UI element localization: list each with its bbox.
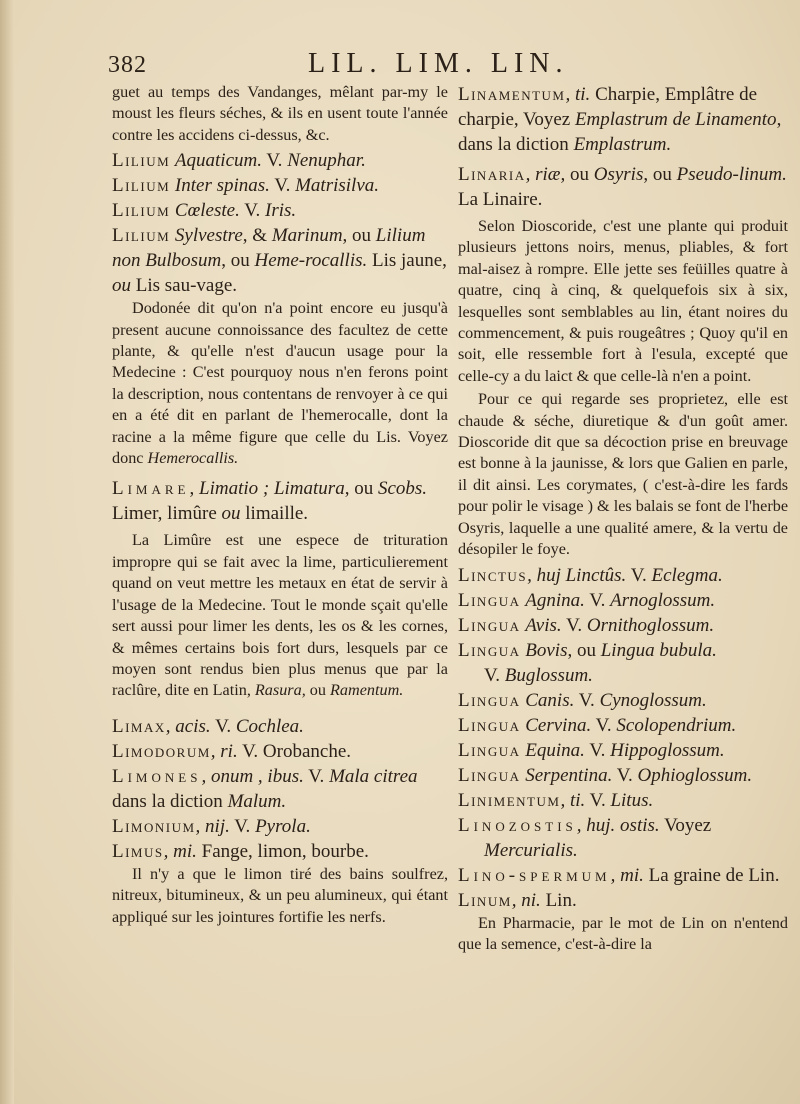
dictionary-entry xyxy=(458,738,788,763)
cross-reference: Ornithoglossum. xyxy=(586,614,715,636)
dictionary-entry xyxy=(112,198,448,223)
cross-reference: Scolopendrium. xyxy=(616,714,737,736)
dictionary-entry xyxy=(112,839,448,864)
see-reference: V. xyxy=(566,614,583,636)
paragraph: La Limûre est une espece de trituration impropre qui se fait avec la lime, particulierement quand on veut mettre les metaux en état de servir à l'usage de la Medecine. Tout le monde sçait qu'elle sert aussi pour limer les dents, les os & les cornes, & mêmes certains bois fort durs, lesquels par ce moyen sont rendus bien plus menus que par la raclûre, dite en Latin, Rasura, ou Ramentum. xyxy=(112,531,448,700)
dictionary-entry xyxy=(458,713,788,738)
see-reference: V. xyxy=(274,175,291,197)
genitive: , mi. xyxy=(163,840,197,862)
page-number: 382 xyxy=(108,52,147,78)
headword: Lingua xyxy=(458,739,521,761)
dictionary-entry xyxy=(458,588,788,613)
dictionary-entry xyxy=(458,638,788,688)
latin-term: Aquaticum. xyxy=(174,150,262,172)
cross-reference: Arnoglossum. xyxy=(610,589,716,611)
french-term: La Linaire. xyxy=(458,189,543,210)
headword: Linamentum xyxy=(458,84,566,105)
headword: Lingua xyxy=(458,689,521,711)
french-term: Lis sau-vage. xyxy=(135,275,238,297)
connector: , ou xyxy=(221,250,250,272)
right-column xyxy=(458,82,788,957)
headword: Linimentum xyxy=(458,789,561,811)
dictionary-entry xyxy=(458,888,788,913)
cross-reference: Litus. xyxy=(610,789,654,811)
headword: Linaria xyxy=(458,164,526,185)
see-reference: V. xyxy=(589,739,606,761)
headword: Linum xyxy=(458,889,512,911)
cross-reference: Pyrola. xyxy=(255,815,311,837)
french-term: limaille. xyxy=(245,503,309,525)
connector: , ou xyxy=(567,639,596,661)
genitive: , mi. xyxy=(610,864,644,886)
connector: , ou xyxy=(344,478,374,500)
headword: Lilium xyxy=(112,175,171,197)
genitive: , ni. xyxy=(511,889,541,911)
paragraph: Pour ce qui regarde ses proprietez, elle est chaude & séche, diuretique & d'un goût amer. Dioscoride dit que sa décoction prise en breuvage est bonne à la jaunisse, & lors que Galien en parle, il dit ainsi. Les corymates, ( c'est-à-dire les fards pour polir le visage ) & les balais se font de l'herbe Osyris, laquelle a une qualité amere, & la vertu de désopiler le foye. xyxy=(458,390,788,559)
french-term: Lin. xyxy=(545,889,577,911)
latin-term: Avis. xyxy=(525,614,562,636)
see-reference: V. xyxy=(484,664,501,686)
connector: ou xyxy=(112,275,131,297)
headword: Linozostis xyxy=(458,814,577,836)
connector: ou xyxy=(569,164,589,185)
latin-term: Lingua bubula. xyxy=(600,639,717,661)
cross-reference: Emplastrum. xyxy=(573,134,672,155)
french-term: La graine de Lin. xyxy=(648,864,780,886)
cross-reference: Ophioglossum. xyxy=(637,764,753,786)
latin-term: Cervina. xyxy=(525,714,592,736)
see-reference: V. xyxy=(578,689,595,711)
french-term: Charpie, Emplâtre de charpie, Voyez xyxy=(458,84,758,130)
paragraph: Dodonée dit qu'on n'a point encore eu jusqu'à present aucune connoissance des facultez de cette plante, & qu'elle n'est d'aucun usage pour la Medecine : C'est pourquoy nous n'en ferons point la description, nous contentans de renvoyer à ce qui en a été dit en parlant de l'hemerocalle, dont la racine a la même figure que celle du Lis. Voyez donc Hemerocallis. xyxy=(112,299,448,468)
headword: Linctus xyxy=(458,564,528,586)
headword: Limodorum xyxy=(112,740,211,762)
cross-reference: Hippoglossum. xyxy=(610,739,725,761)
latin-term: Equina. xyxy=(525,739,585,761)
see-reference: V. xyxy=(234,815,251,837)
genitive: , nij. xyxy=(195,815,230,837)
french-term: Fange, limon, bourbe. xyxy=(201,840,369,862)
latin-term: Bovis xyxy=(525,639,568,661)
headword: Lingua xyxy=(458,639,521,661)
dictionary-entry xyxy=(112,764,448,814)
headword: Lino-spermum xyxy=(458,864,611,886)
see-reference: V. xyxy=(266,150,283,172)
latin-term: Sylvestre xyxy=(174,225,243,247)
dictionary-entry xyxy=(112,223,448,298)
connector: , dans la diction xyxy=(458,109,782,155)
headword: Lingua xyxy=(458,764,521,786)
dictionary-entry xyxy=(458,763,788,788)
connector: , & xyxy=(242,225,272,247)
headword: Limare xyxy=(112,478,190,500)
dictionary-entry xyxy=(112,814,448,839)
see-reference: V. xyxy=(308,765,325,787)
latin-term: Inter spinas. xyxy=(174,175,270,197)
running-head: LIL. LIM. LIN. xyxy=(308,48,569,79)
latin-term: Scobs. xyxy=(377,478,428,500)
cross-reference: Buglossum. xyxy=(504,664,593,686)
latin-term: Marinum xyxy=(271,225,343,247)
dictionary-entry xyxy=(458,613,788,638)
see-reference: V. xyxy=(244,200,261,222)
latin-term: Limatio ; Limatura xyxy=(199,478,345,500)
cross-reference: Mala citrea xyxy=(329,765,418,787)
cross-reference: Mercurialis. xyxy=(484,839,578,861)
see-reference: V. xyxy=(242,740,259,762)
cross-reference: Hemerocallis. xyxy=(147,449,239,468)
latin-term: Pseudo-linum. xyxy=(676,164,787,185)
see-reference: V. xyxy=(589,589,606,611)
cross-reference: Nenuphar. xyxy=(287,150,366,172)
genitive: , onum , ibus. xyxy=(201,765,304,787)
dictionary-entry xyxy=(458,563,788,588)
cross-reference: Matrisilva. xyxy=(295,175,380,197)
french-term: Lis jaune, xyxy=(372,250,447,272)
cross-reference: Emplastrum de Linamento xyxy=(574,109,777,130)
latin-term: Agnina. xyxy=(525,589,585,611)
dictionary-entry xyxy=(112,739,448,764)
headword: Lilium xyxy=(112,225,171,247)
dictionary-entry xyxy=(458,788,788,813)
left-column xyxy=(112,82,448,930)
connector: , ou xyxy=(643,164,672,185)
dictionary-entry xyxy=(458,688,788,713)
dictionary-entry xyxy=(458,863,788,888)
genitive: , huj xyxy=(527,564,561,586)
headword: Limonium xyxy=(112,815,196,837)
dictionary-entry xyxy=(112,148,448,173)
genitive: , acis. xyxy=(165,715,211,737)
see-reference: V. xyxy=(589,789,606,811)
french-term: Limer, limûre xyxy=(112,503,217,525)
dictionary-entry xyxy=(112,173,448,198)
genitive: , riæ, xyxy=(525,164,566,185)
headword: Lilium xyxy=(112,150,171,172)
genitive: , huj. ostis. xyxy=(576,814,660,836)
paragraph: En Pharmacie, par le mot de Lin on n'entend que la semence, c'est-à-dire la xyxy=(458,913,788,953)
see-reference: Voyez xyxy=(664,814,712,836)
see-reference: V. xyxy=(630,564,647,586)
cross-reference: Iris. xyxy=(265,200,297,222)
see-reference: V. xyxy=(215,715,232,737)
genitive: , ri. xyxy=(210,740,238,762)
latin-term: Serpentina. xyxy=(525,764,613,786)
connector: , xyxy=(189,478,195,500)
paragraph: Il n'y a que le limon tiré des bains soulfrez, nitreux, bitumineux, & un peu alumineux, qui étant appliqué sur les jointures fortifie les nerfs. xyxy=(112,864,448,926)
headword: Limus xyxy=(112,840,164,862)
headword: Lingua xyxy=(458,614,521,636)
genitive: , ti. xyxy=(565,84,591,105)
latin-term: Linctûs. xyxy=(565,564,627,586)
genitive: , ti. xyxy=(560,789,586,811)
headword: Limones xyxy=(112,765,202,787)
cross-reference: Cynoglossum. xyxy=(599,689,707,711)
see-reference: V. xyxy=(616,764,633,786)
dictionary-entry xyxy=(458,82,788,157)
latin-term: Heme-rocallis. xyxy=(254,250,368,272)
headword: Limax xyxy=(112,715,166,737)
paragraph: Selon Dioscoride, c'est une plante qui produit plusieurs jettons noirs, menus, pliables, & fort mal-aisez à rompre. Elle jette ses feüilles quatre à quatre, cinq à cinq, & quelquefois six à six, lesquelles sont semblables au lin, étant noires du commencement, & puis rougeâtres ; Quoy qu'il en soit, elle ressemble fort à l'esula, excepté que celle-cy a du laict & que celle-là n'en a point. xyxy=(458,217,788,385)
cross-reference: Eclegma. xyxy=(651,564,723,586)
latin-term: Canis. xyxy=(525,689,575,711)
paragraph: guet au temps des Vandanges, mêlant par-my le moust les fleurs séches, & ils en usent toute l'année contre les accidens ci-dessus, &c. xyxy=(112,83,448,144)
connector: , ou xyxy=(342,225,372,247)
headword: Lilium xyxy=(112,200,171,222)
dictionary-entry xyxy=(112,476,448,526)
cross-reference: Cochlea. xyxy=(235,715,304,737)
cross-reference: Malum. xyxy=(227,790,287,812)
latin-term: Cœleste. xyxy=(174,200,240,222)
connector: ou xyxy=(221,503,241,525)
headword: Lingua xyxy=(458,714,521,736)
cross-reference: Orobanche. xyxy=(262,740,352,762)
connector: dans la diction xyxy=(112,790,223,812)
latin-term: Lilium non Bulbosum xyxy=(112,225,426,272)
headword: Lingua xyxy=(458,589,521,611)
see-reference: V. xyxy=(595,714,612,736)
latin-term: Osyris xyxy=(593,164,644,185)
dictionary-entry xyxy=(458,813,788,863)
dictionary-entry xyxy=(458,162,788,212)
dictionary-entry xyxy=(112,714,448,739)
